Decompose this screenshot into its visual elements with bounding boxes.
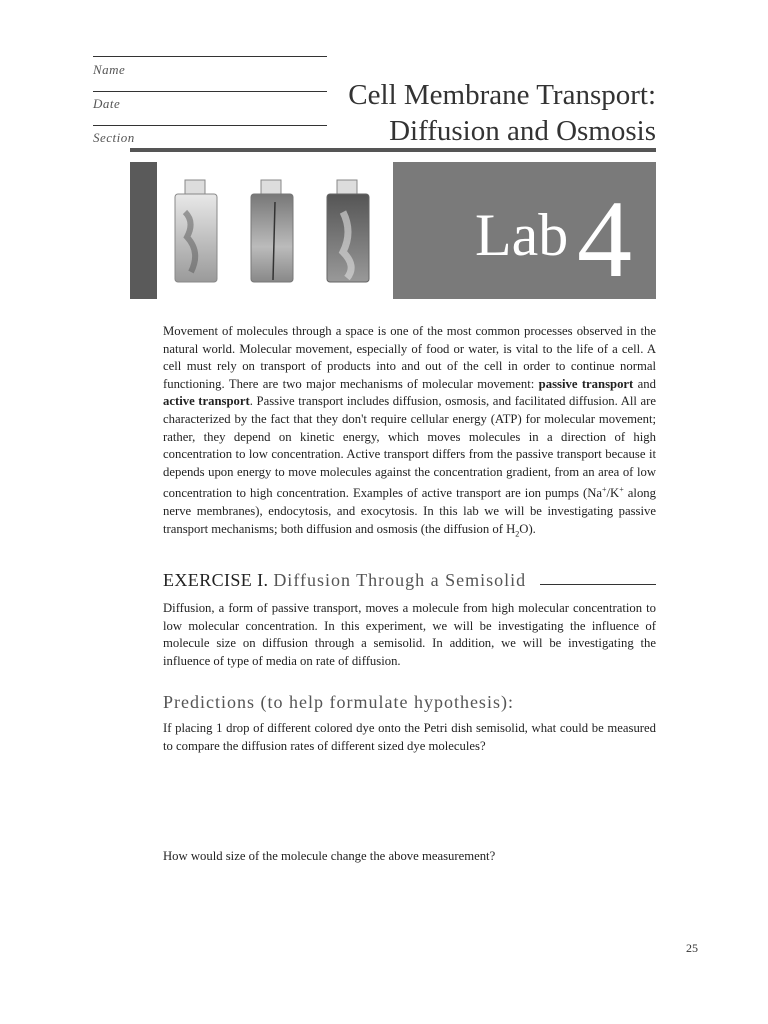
exercise-heading-rule <box>540 584 656 585</box>
date-line <box>93 125 327 126</box>
name-label: Name <box>93 62 126 77</box>
banner-left-block <box>130 162 157 299</box>
exercise-text: Diffusion, a form of passive transport, moves a molecule from high molecular concentration to low molecular concentration. In this experiment, we will be investigating the influence of molecule size on diffusion through a semisolid. In addition, we will be investigating the influence of type of media on rate of diffusion. <box>163 601 656 668</box>
name-line-top <box>93 56 327 57</box>
lab-word: Lab <box>475 202 569 268</box>
intro-text-4: O). <box>519 521 536 536</box>
diffusion-jars-photo <box>157 162 393 299</box>
prediction-question-2 <box>163 848 656 866</box>
lab-number-box <box>393 162 656 299</box>
intro-text-3: along nerve membranes), endocytosis, and exocytosis. In this lab we will be investigating passive transport mechanisms; both diffusion and osmosis (the diffusion of H <box>163 486 656 536</box>
exercise-heading <box>163 570 526 591</box>
passive-transport-term: passive transport <box>538 376 634 391</box>
predictions-heading: Predictions (to help formulate hypothesis): <box>163 692 514 712</box>
potassium-symbol: /K <box>606 486 620 501</box>
intro-and: and <box>633 376 656 391</box>
lab-number: 4 <box>577 178 632 300</box>
intro-paragraph <box>163 323 656 543</box>
exercise-paragraph <box>163 600 656 670</box>
intro-text-2: . Passive transport includes diffusion, osmosis, and facilitated diffusion. All are characterized by the fact that they don't require cellular energy (ATP) for molecular movement; rather, they depend on kinetic energy, which moves molecules in a direction of high concentration to low concentration. Active transport differs from the passive transport because it depends upon energy to move molecules against the concentration gradient, from an area of low concentration to high concentration. Examples of active transport are ion pumps (Na <box>163 394 657 501</box>
exercise-title: Diffusion Through a Semisolid <box>273 570 527 590</box>
name-line <box>93 91 327 92</box>
potassium-charge: + <box>619 485 624 495</box>
date-label: Date <box>93 96 121 111</box>
sodium-charge: + <box>602 485 607 495</box>
page-number: 25 <box>686 941 698 955</box>
question-2-text: How would size of the molecule change the above measurement? <box>163 849 496 863</box>
jar-2 <box>251 180 293 282</box>
prediction-question-1 <box>163 720 656 755</box>
active-transport-term: active transport <box>163 394 250 409</box>
exercise-label: EXERCISE I. <box>163 570 269 590</box>
intro-text-1: Movement of molecules through a space is one of the most common processes observed in the natural world. Molecular movement, especially of food or water, is vital to the life of a cell. A cell must rely on transport of products into and out of the cell in order to continue normal functioning. There are two major mechanisms of molecular movement: <box>163 324 656 391</box>
jar-3 <box>327 180 369 282</box>
jar-1 <box>175 180 217 282</box>
page-title-line1: Cell Membrane Transport: <box>348 79 656 111</box>
water-subscript: 2 <box>515 529 520 539</box>
title-divider-bar <box>130 148 656 152</box>
section-label: Section <box>93 130 135 145</box>
question-1-text: If placing 1 drop of different colored dye onto the Petri dish semisolid, what could be measured to compare the diffusion rates of different sized dye molecules? <box>163 721 656 753</box>
page-title-line2: Diffusion and Osmosis <box>389 115 656 147</box>
